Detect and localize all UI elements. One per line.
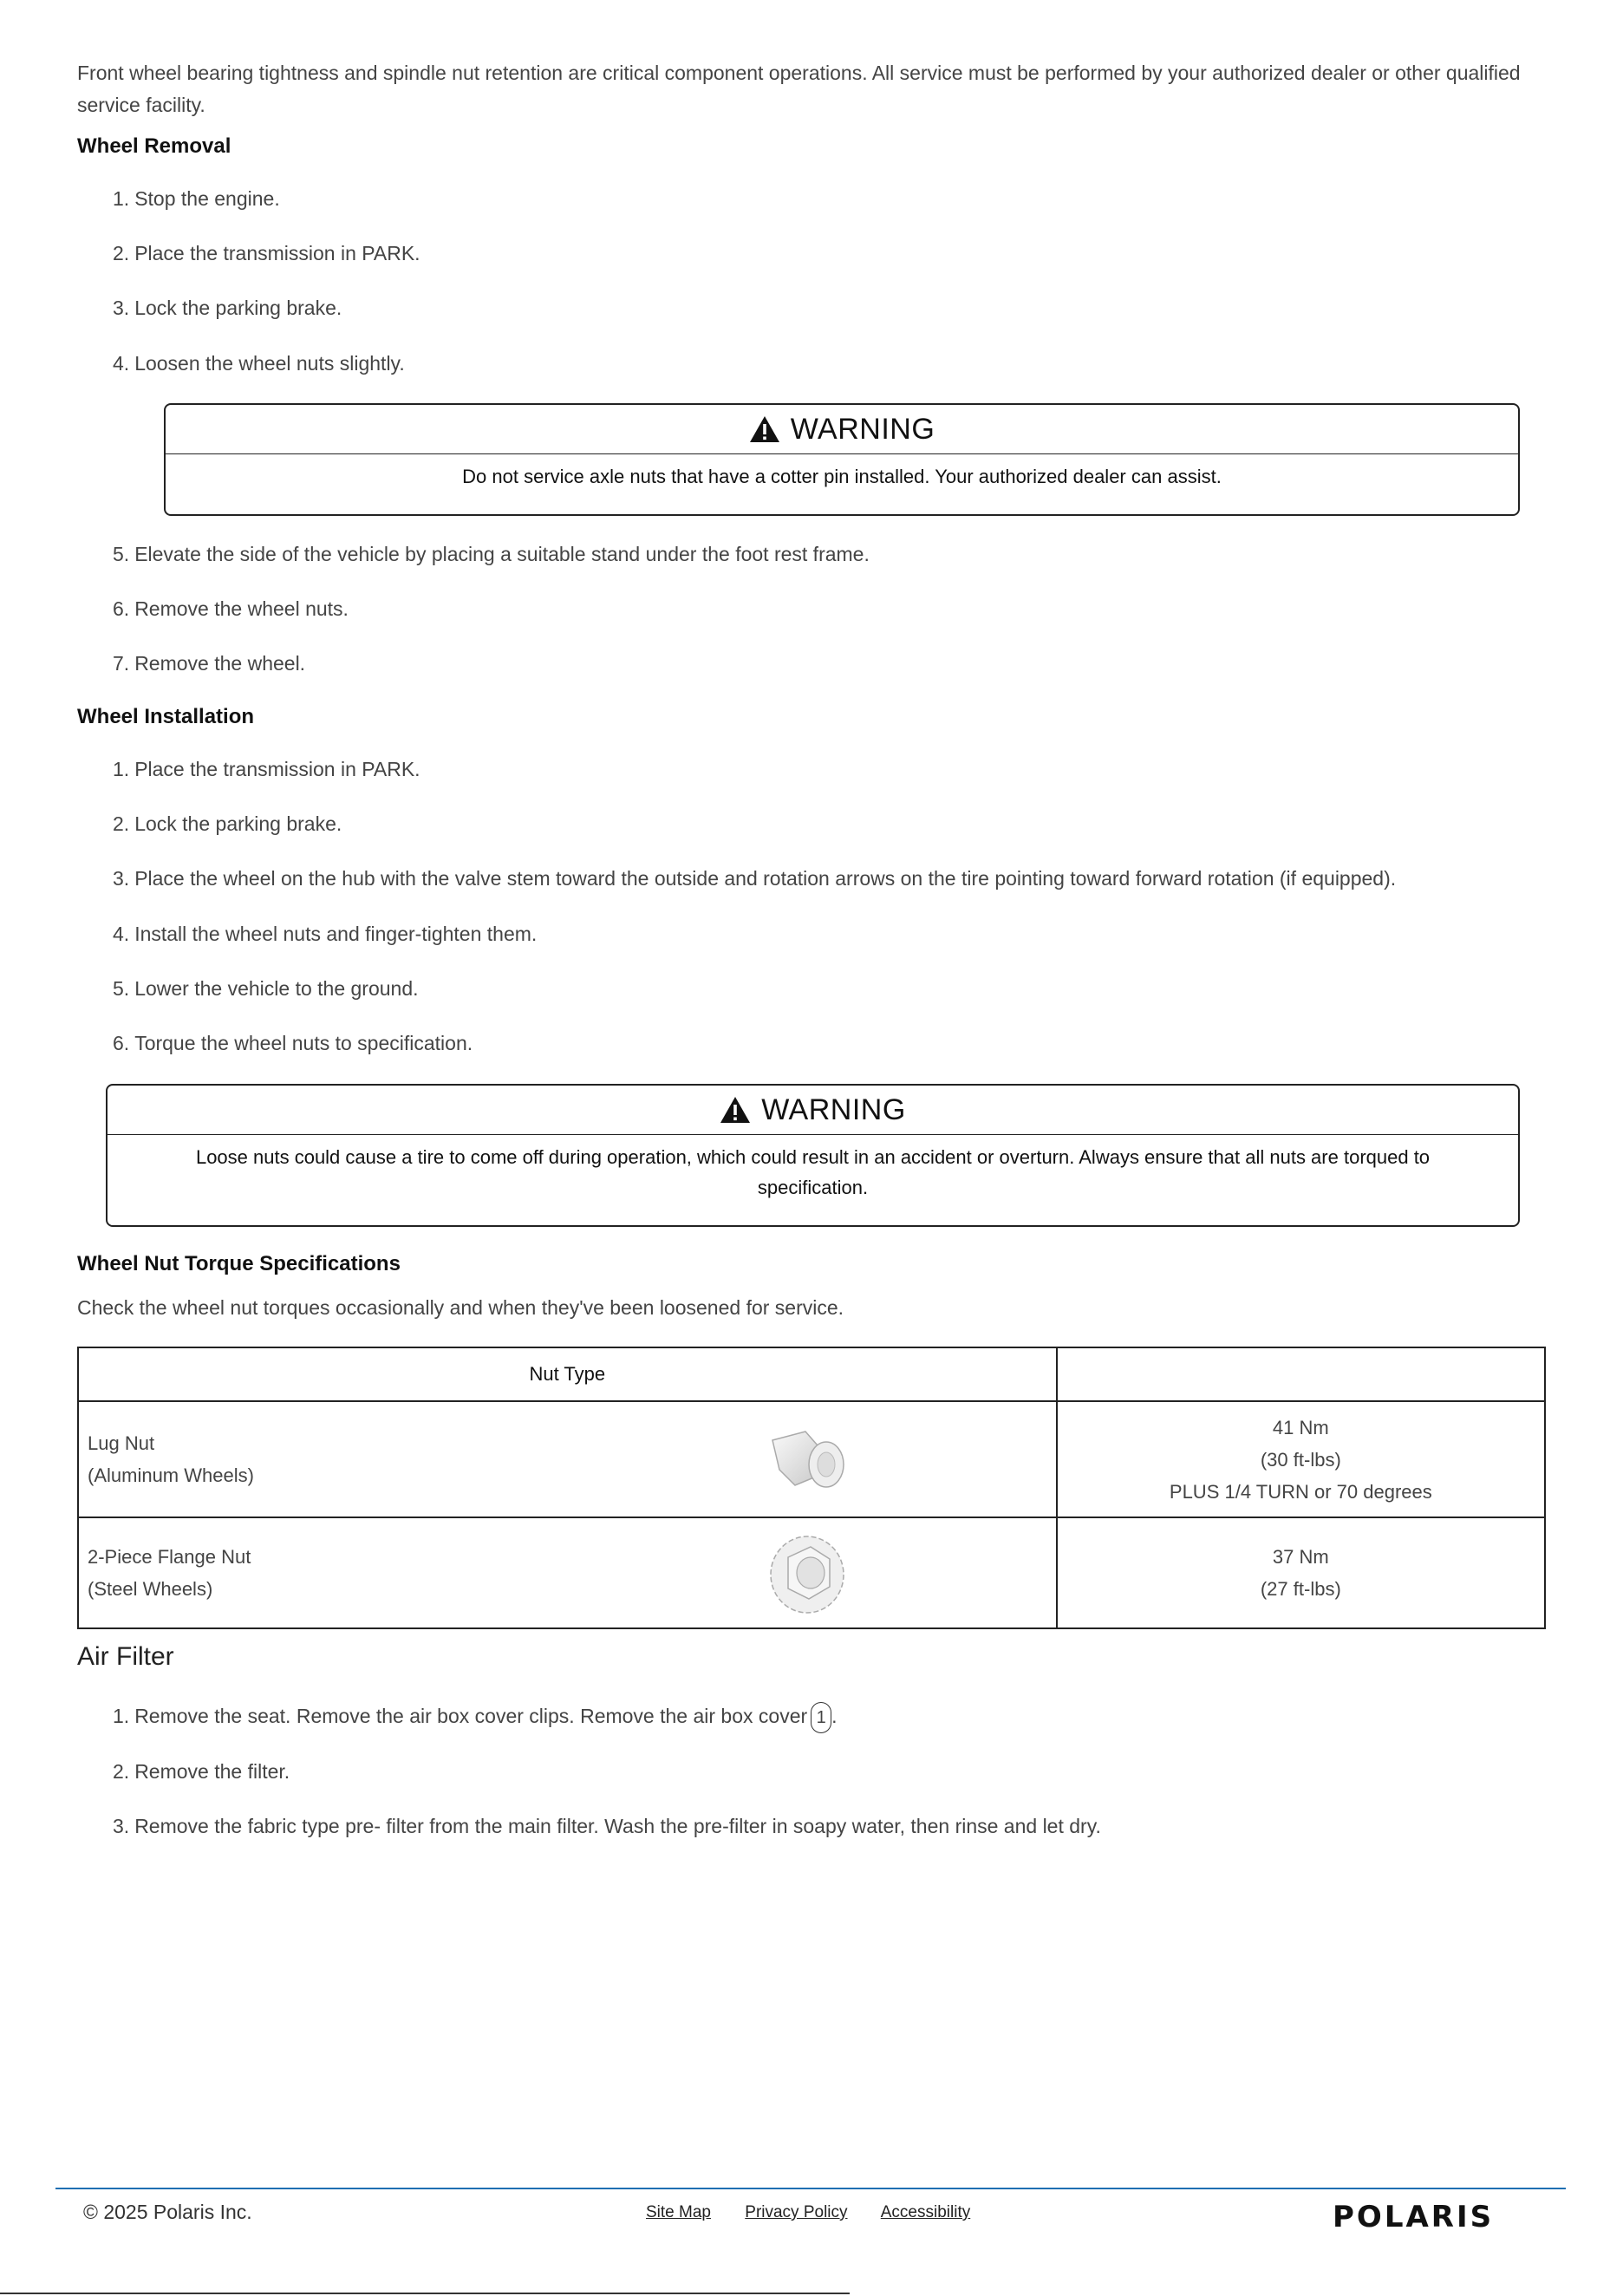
list-item: 6. Remove the wheel nuts.: [113, 597, 349, 620]
list-item: 3. Place the wheel on the hub with the valve stem toward the outside and rotation arrows on the tire pointing toward forward rotation (if equipped).: [113, 867, 1397, 890]
warning-box-loose-nuts: [106, 1084, 1520, 1227]
warning-triangle-icon: [720, 1096, 751, 1124]
warning-text: Loose nuts could cause a tire to come off during operation, which could result in an accident or overturn. Always ensure that all nuts are torqued to specification.: [195, 1146, 1431, 1198]
torque-value-cell: [1057, 1401, 1545, 1517]
table-header-row: [78, 1347, 1545, 1401]
list-item: 2. Lock the parking brake.: [113, 812, 342, 835]
list-item: 5. Lower the vehicle to the ground.: [113, 977, 419, 1000]
site-map-link[interactable]: Site Map: [646, 2203, 711, 2221]
torque-specs-heading: Wheel Nut Torque Specifications: [77, 1252, 401, 1275]
air-filter-heading: Air Filter: [77, 1642, 174, 1671]
torque-nm: 41 Nm: [1272, 1416, 1329, 1438]
list-item: 2. Remove the filter.: [113, 1760, 290, 1783]
accessibility-link[interactable]: Accessibility: [880, 2203, 971, 2221]
list-item: 1. Place the transmission in PARK.: [113, 758, 420, 780]
list-item: 5. Elevate the side of the vehicle by placing a suitable stand under the foot rest frame.: [113, 543, 870, 565]
wheel-installation-heading: Wheel Installation: [77, 705, 255, 728]
list-item: 4. Loosen the wheel nuts slightly.: [113, 352, 405, 375]
privacy-policy-link[interactable]: Privacy Policy: [745, 2203, 848, 2221]
warning-triangle-icon: [749, 415, 780, 443]
lug-nut-image: [764, 1425, 851, 1494]
list-item: 1. Remove the seat. Remove the air box cover clips. Remove the air box cover 1 .: [113, 1702, 838, 1733]
column-header-torque: [1057, 1347, 1545, 1401]
warning-header: [166, 405, 1518, 454]
list-item: 4. Install the wheel nuts and finger-tighten them.: [113, 923, 538, 945]
page-bottom-rule: [0, 2293, 850, 2294]
nut-name: Lug Nut: [88, 1432, 155, 1454]
torque-additional: PLUS 1/4 TURN or 70 degrees: [1169, 1480, 1432, 1503]
nut-wheel-type: (Steel Wheels): [88, 1578, 213, 1600]
footer-divider: [55, 2188, 1566, 2189]
warning-box-axle-nuts: [164, 403, 1520, 516]
nut-type-cell: [78, 1401, 1057, 1517]
footer-links: [646, 2203, 1000, 2222]
list-item: 7. Remove the wheel.: [113, 652, 306, 675]
warning-title: WARNING: [790, 412, 935, 446]
table-row: [78, 1517, 1545, 1628]
intro-paragraph: Front wheel bearing tightness and spindle nut retention are critical component operations. All service must be performed by your authorized dealer or other qualified service facility.: [77, 62, 1521, 116]
torque-ftlbs: (27 ft-lbs): [1260, 1578, 1341, 1600]
list-item: 2. Place the transmission in PARK.: [113, 242, 420, 264]
warning-text: Do not service axle nuts that have a cotter pin installed. Your authorized dealer can assist.: [462, 466, 1222, 487]
list-item: 3. Remove the fabric type pre- filter from the main filter. Wash the pre-filter in soapy water, then rinse and let dry.: [113, 1815, 1101, 1837]
copyright-text: © 2025 Polaris Inc.: [83, 2201, 252, 2223]
torque-spec-table: [77, 1347, 1546, 1629]
list-item: 1. Stop the engine.: [113, 187, 280, 210]
nut-name: 2-Piece Flange Nut: [88, 1546, 251, 1568]
torque-specs-description: Check the wheel nut torques occasionally and when they've been loosened for service.: [77, 1296, 844, 1319]
list-item: 3. Lock the parking brake.: [113, 297, 342, 319]
warning-title: WARNING: [761, 1093, 906, 1126]
table-row: [78, 1401, 1545, 1517]
torque-nm: 37 Nm: [1272, 1546, 1329, 1568]
torque-ftlbs: (30 ft-lbs): [1260, 1448, 1341, 1471]
list-item: 6. Torque the wheel nuts to specification.: [113, 1032, 473, 1054]
flange-nut-image: [764, 1531, 851, 1614]
nut-wheel-type: (Aluminum Wheels): [88, 1464, 254, 1486]
warning-header: [108, 1086, 1518, 1135]
polaris-logo[interactable]: POLARIS: [1333, 2200, 1495, 2234]
column-header-nut-type: Nut Type: [78, 1347, 1057, 1401]
torque-value-cell: [1057, 1517, 1545, 1628]
callout-number: 1: [811, 1702, 831, 1733]
nut-type-cell: [78, 1517, 1057, 1628]
wheel-removal-heading: Wheel Removal: [77, 134, 231, 158]
